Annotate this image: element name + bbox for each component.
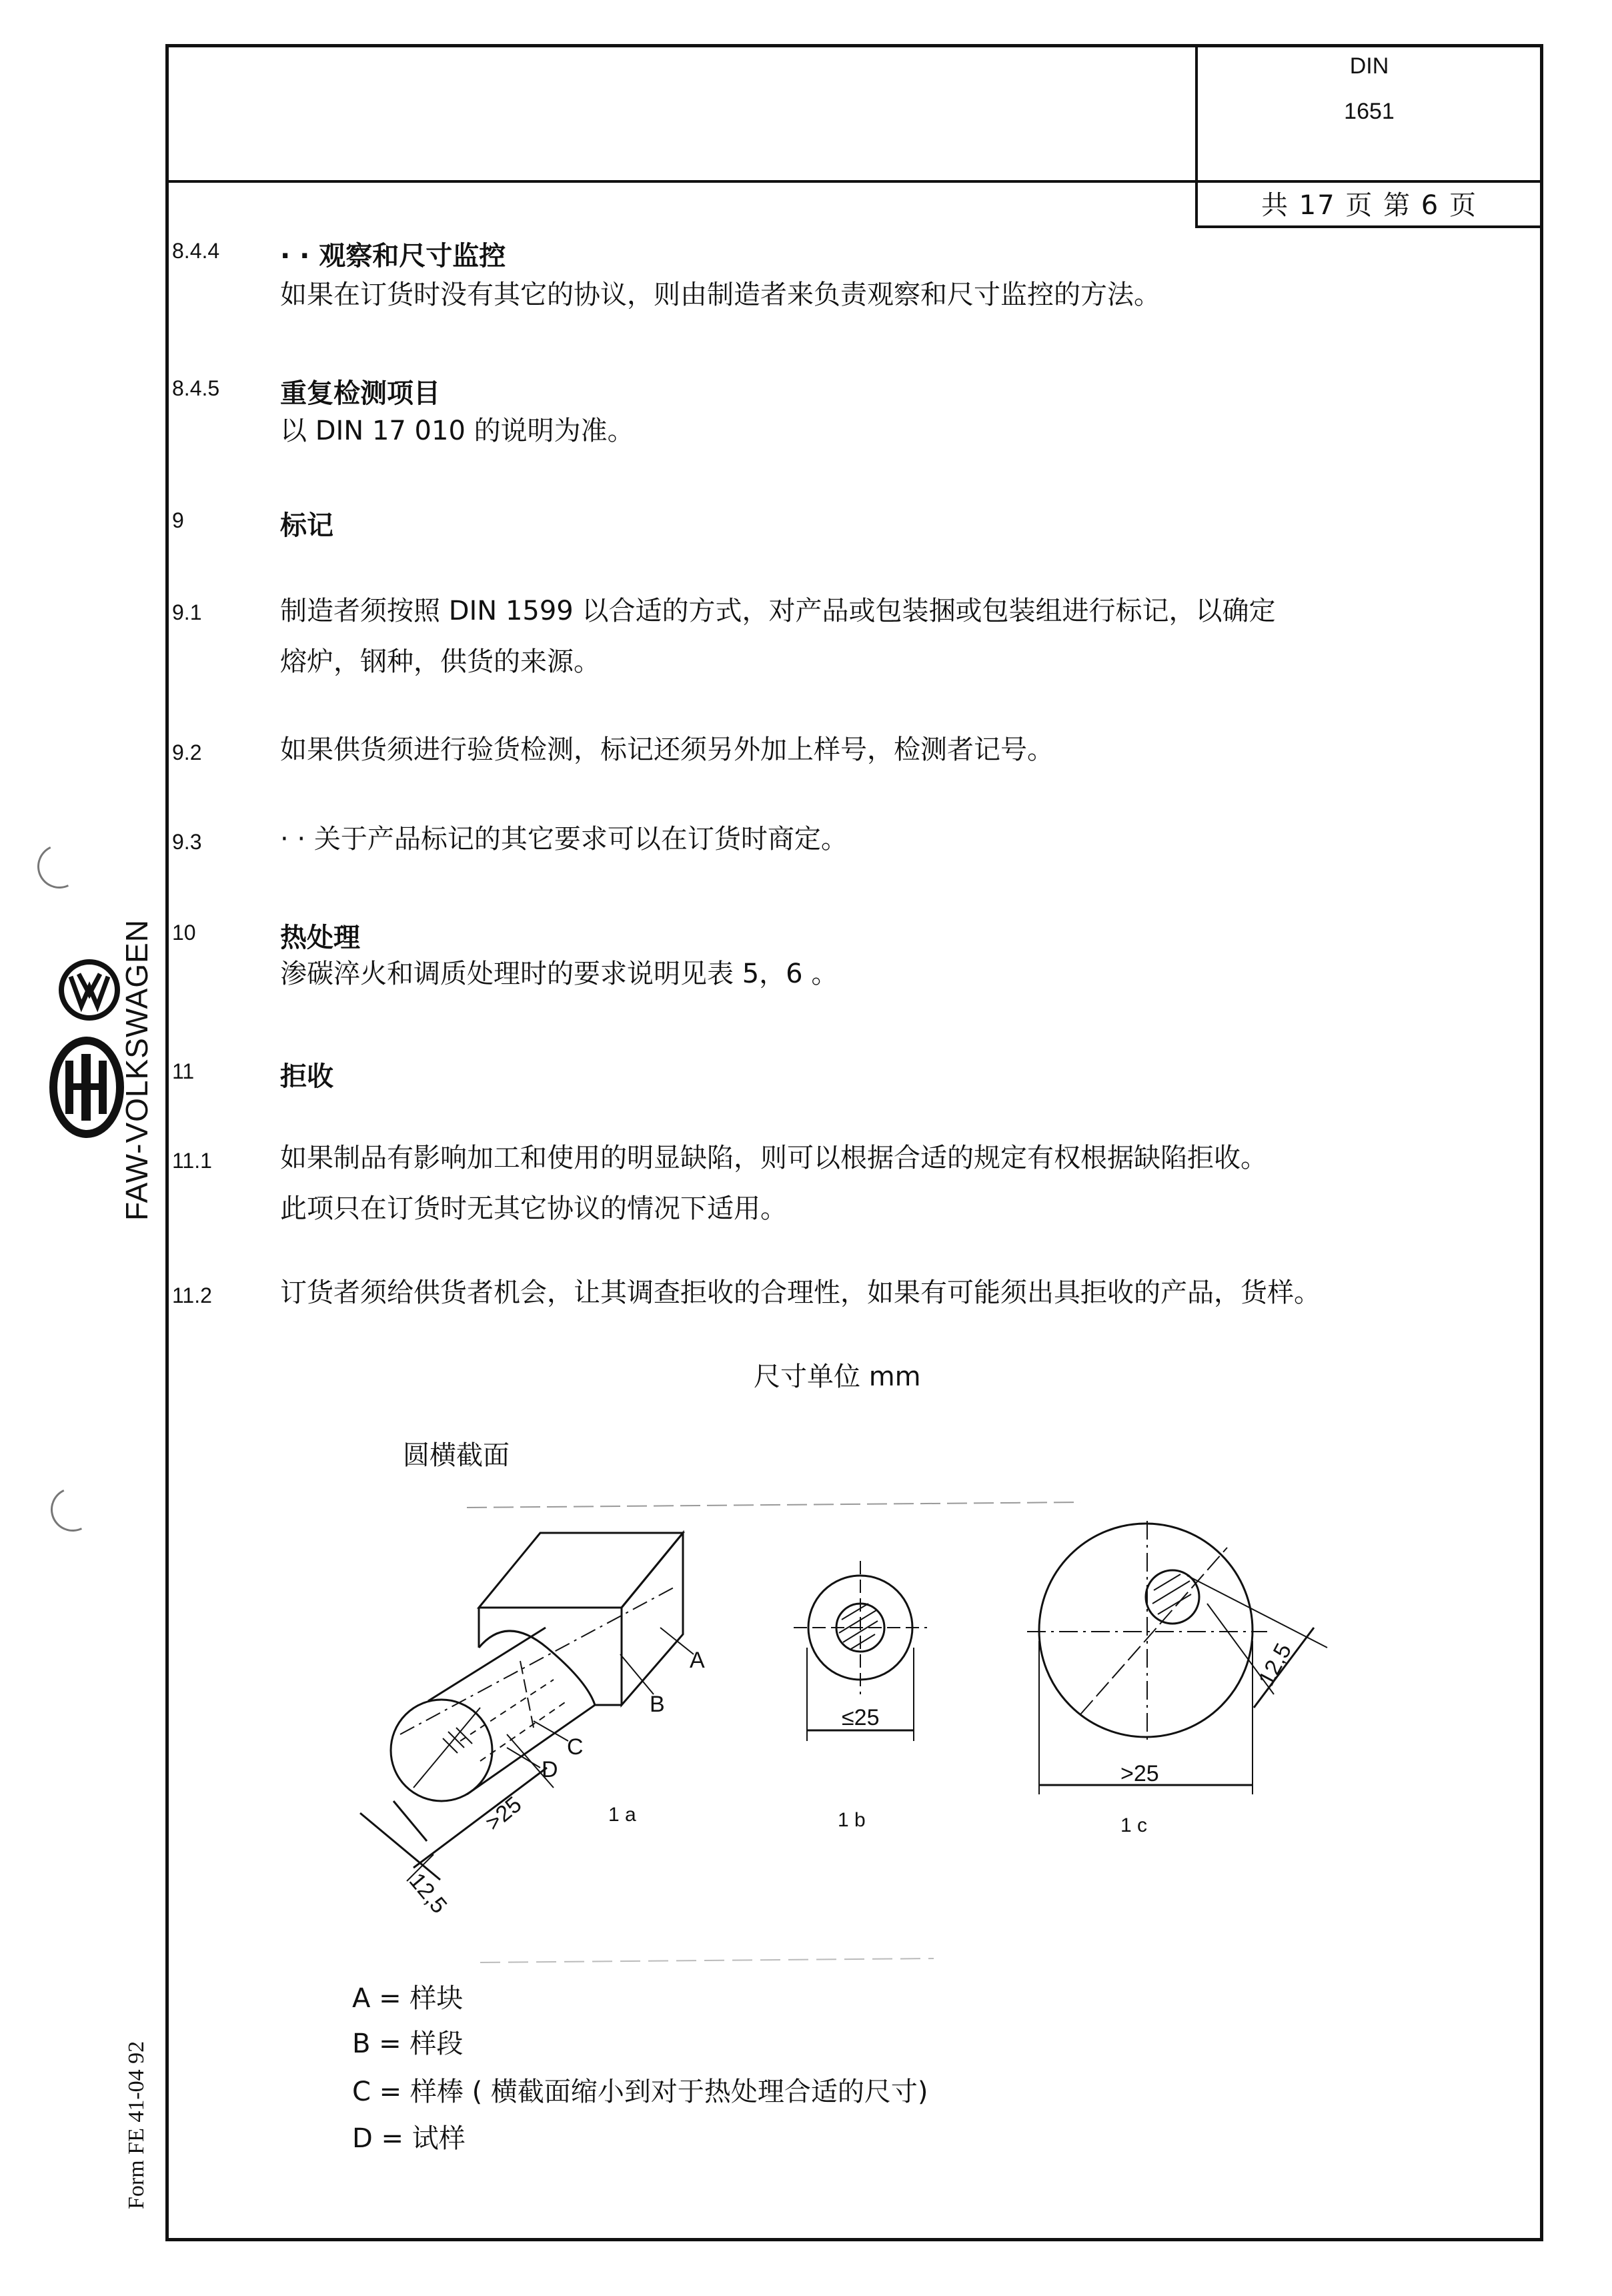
dim-12-5-1a: 12,5	[404, 1868, 452, 1918]
section-number: 9.3	[172, 830, 202, 854]
section-text: 以 DIN 17 010 的说明为准。	[280, 416, 634, 446]
section-number: 11.2	[172, 1283, 212, 1307]
brand-text: FAW-VOLKSWAGEN	[119, 919, 154, 1221]
section-number: 9	[172, 508, 184, 532]
dim-gt25-1c: >25	[1120, 1761, 1159, 1786]
section-text: · · 关于产品标记的其它要求可以在订货时商定。	[280, 824, 848, 854]
legend-item: A = 样块	[352, 1983, 464, 2014]
label-a: A	[690, 1648, 705, 1673]
section-number: 9.1	[172, 600, 202, 624]
section-number: 9.2	[172, 740, 202, 764]
dim-le25-1b: ≤25	[842, 1705, 880, 1730]
label-c: C	[567, 1734, 584, 1760]
legend-item: D = 试样	[352, 2123, 466, 2154]
standard-number: 1651	[1344, 99, 1395, 124]
section-text: 制造者须按照 DIN 1599 以合适的方式，对产品或包装捆或包装组进行标记，以确定	[280, 596, 1276, 626]
section-text: 订货者须给供货者机会，让其调查拒收的合理性，如果有可能须出具拒收的产品，货样。	[280, 1277, 1321, 1308]
form-number: Form FE 41-04 92	[124, 2041, 149, 2209]
section-number: 11	[172, 1059, 195, 1083]
section-text: 熔炉，钢种，供货的来源。	[280, 646, 600, 677]
page-info: 共 17 页 第 6 页	[1261, 190, 1477, 221]
dim-gt25-1a: >25	[480, 1791, 527, 1836]
dim-12-5-1c: 12,5	[1253, 1639, 1297, 1690]
legend-item: C = 样棒 ( 横截面缩小到对于热处理合适的尺寸)	[352, 2077, 928, 2107]
figure-title: 圆横截面	[403, 1440, 510, 1471]
section-number: 8.4.5	[172, 376, 220, 400]
drawing-1a	[360, 1533, 694, 1881]
section-number: 10	[172, 921, 196, 945]
section-text: 如果在订货时没有其它的协议，则由制造者来负责观察和尺寸监控的方法。	[280, 279, 1160, 310]
caption-1b: 1 b	[838, 1809, 866, 1831]
section-title: 重复检测项目	[280, 378, 440, 409]
faw-logo-icon	[47, 1034, 127, 1141]
caption-1a: 1 a	[608, 1804, 636, 1826]
legend-item: B = 样段	[352, 2029, 464, 2059]
label-b: B	[650, 1692, 665, 1717]
section-number: 8.4.4	[172, 239, 220, 263]
section-title: 标记	[280, 510, 333, 541]
section-text: 渗碳淬火和调质处理时的要求说明见表 5，6 。	[280, 959, 838, 989]
unit-note: 尺寸单位 mm	[754, 1361, 921, 1392]
vw-logo-icon	[56, 957, 123, 1023]
section-title: 热处理	[280, 923, 360, 953]
section-title: 拒收	[280, 1061, 333, 1092]
section-text: 如果供货须进行验货检测，标记还须另外加上样号，检测者记号。	[280, 734, 1054, 765]
caption-1c: 1 c	[1120, 1814, 1148, 1836]
section-text: 此项只在订货时无其它协议的情况下适用。	[280, 1193, 787, 1224]
standard-prefix: DIN	[1349, 53, 1389, 79]
label-d: D	[542, 1757, 558, 1782]
section-text: 如果制品有影响加工和使用的明显缺陷，则可以根据合适的规定有权根据缺陷拒收。	[280, 1143, 1267, 1173]
section-number: 11.1	[172, 1149, 212, 1173]
section-title: · · 观察和尺寸监控	[280, 241, 506, 271]
